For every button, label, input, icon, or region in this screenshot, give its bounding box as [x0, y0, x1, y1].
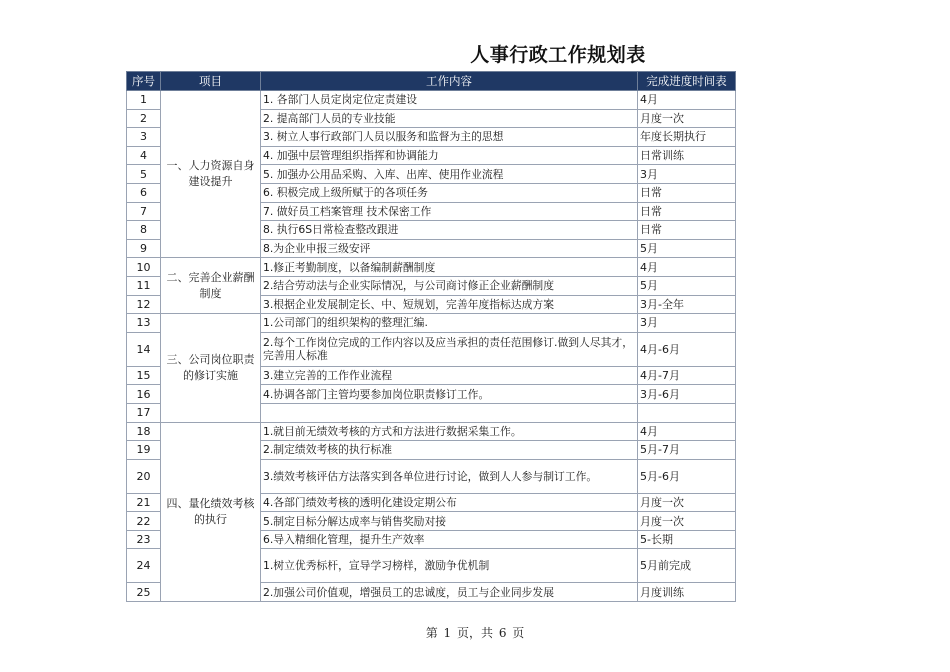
work-content: 6. 积极完成上级所赋于的各项任务 [261, 183, 638, 202]
work-content: 2.制定绩效考核的执行标准 [261, 441, 638, 460]
schedule: 5月 [638, 239, 736, 258]
table-row [127, 91, 736, 110]
schedule: 3月 [638, 314, 736, 333]
schedule: 4月 [638, 258, 736, 277]
schedule: 日常 [638, 183, 736, 202]
work-content: 4. 加强中层管理组织指挥和协调能力 [261, 146, 638, 165]
column-header-item: 项目 [161, 72, 261, 91]
row-number: 9 [127, 239, 161, 258]
work-content: 2.加强公司价值观，增强员工的忠诚度，员工与企业同步发展 [261, 583, 638, 602]
page-title: 人事行政工作规划表 [470, 44, 646, 66]
row-number: 16 [127, 385, 161, 404]
column-header-schedule: 完成进度时间表 [638, 72, 736, 91]
work-content: 8.为企业申报三级安评 [261, 239, 638, 258]
row-number: 1 [127, 91, 161, 110]
work-content: 3.建立完善的工作作业流程 [261, 366, 638, 385]
row-number: 7 [127, 202, 161, 221]
work-content: 2.每个工作岗位完成的工作内容以及应当承担的责任范围修订.做到人尽其才，完善用人标准 [261, 332, 638, 366]
work-content: 1.就目前无绩效考核的方式和方法进行数据采集工作。 [261, 422, 638, 441]
work-content: 5.制定目标分解达成率与销售奖励对接 [261, 512, 638, 531]
schedule: 日常 [638, 202, 736, 221]
schedule: 5月 [638, 276, 736, 295]
row-number: 5 [127, 165, 161, 184]
work-content: 1.公司部门的组织架构的整理汇编. [261, 314, 638, 333]
row-number: 11 [127, 276, 161, 295]
schedule: 4月-6月 [638, 332, 736, 366]
schedule: 3月 [638, 165, 736, 184]
row-number: 12 [127, 295, 161, 314]
row-number: 20 [127, 459, 161, 493]
schedule: 3月-全年 [638, 295, 736, 314]
work-content: 3.根据企业发展制定长、中、短规划，完善年度指标达成方案 [261, 295, 638, 314]
row-number: 23 [127, 530, 161, 549]
project-group-label: 二、完善企业薪酬制度 [161, 258, 261, 314]
work-content [261, 403, 638, 422]
schedule: 5-长期 [638, 530, 736, 549]
row-number: 24 [127, 549, 161, 583]
work-content: 2.结合劳动法与企业实际情况，与公司商讨修正企业薪酬制度 [261, 276, 638, 295]
work-content: 7. 做好员工档案管理 技术保密工作 [261, 202, 638, 221]
project-group-label: 三、公司岗位职责的修订实施 [161, 314, 261, 422]
schedule: 5月-6月 [638, 459, 736, 493]
row-number: 8 [127, 221, 161, 240]
work-content: 4.各部门绩效考核的透明化建设定期公布 [261, 493, 638, 512]
schedule: 4月 [638, 422, 736, 441]
page-footer: 第 1 页，共 6 页 [425, 626, 525, 640]
row-number: 3 [127, 128, 161, 147]
schedule: 4月-7月 [638, 366, 736, 385]
schedule: 3月-6月 [638, 385, 736, 404]
row-number: 14 [127, 332, 161, 366]
schedule: 月度一次 [638, 109, 736, 128]
work-content: 4.协调各部门主管均要参加岗位职责修订工作。 [261, 385, 638, 404]
work-content: 1. 各部门人员定岗定位定责建设 [261, 91, 638, 110]
work-content: 8. 执行6S日常检查整改跟进 [261, 221, 638, 240]
row-number: 2 [127, 109, 161, 128]
work-content: 3.绩效考核评估方法落实到各单位进行讨论，做到人人参与制订工作。 [261, 459, 638, 493]
table-row [127, 258, 736, 277]
row-number: 4 [127, 146, 161, 165]
row-number: 17 [127, 403, 161, 422]
row-number: 19 [127, 441, 161, 460]
row-number: 15 [127, 366, 161, 385]
work-content: 1.树立优秀标杆，宣导学习榜样，激励争优机制 [261, 549, 638, 583]
work-content: 3. 树立人事行政部门人员以服务和监督为主的思想 [261, 128, 638, 147]
schedule: 年度长期执行 [638, 128, 736, 147]
row-number: 13 [127, 314, 161, 333]
table-header-row [127, 72, 736, 91]
schedule: 日常训练 [638, 146, 736, 165]
column-header-no: 序号 [127, 72, 161, 91]
schedule [638, 403, 736, 422]
schedule: 4月 [638, 91, 736, 110]
work-content: 6.导入精细化管理，提升生产效率 [261, 530, 638, 549]
schedule: 月度一次 [638, 493, 736, 512]
table-body [127, 91, 736, 602]
table-row [127, 422, 736, 441]
row-number: 10 [127, 258, 161, 277]
column-header-content: 工作内容 [261, 72, 638, 91]
row-number: 25 [127, 583, 161, 602]
table-row [127, 314, 736, 333]
schedule: 5月前完成 [638, 549, 736, 583]
project-group-label: 四、量化绩效考核的执行 [161, 422, 261, 602]
schedule: 5月-7月 [638, 441, 736, 460]
project-group-label: 一、人力资源自身建设提升 [161, 91, 261, 258]
work-content: 1.修正考勤制度，以备编制薪酬制度 [261, 258, 638, 277]
work-content: 5. 加强办公用品采购、入库、出库、使用作业流程 [261, 165, 638, 184]
row-number: 6 [127, 183, 161, 202]
schedule: 月度一次 [638, 512, 736, 531]
work-plan-table [126, 71, 736, 602]
schedule: 月度训练 [638, 583, 736, 602]
row-number: 22 [127, 512, 161, 531]
schedule: 日常 [638, 221, 736, 240]
row-number: 18 [127, 422, 161, 441]
row-number: 21 [127, 493, 161, 512]
work-content: 2. 提高部门人员的专业技能 [261, 109, 638, 128]
